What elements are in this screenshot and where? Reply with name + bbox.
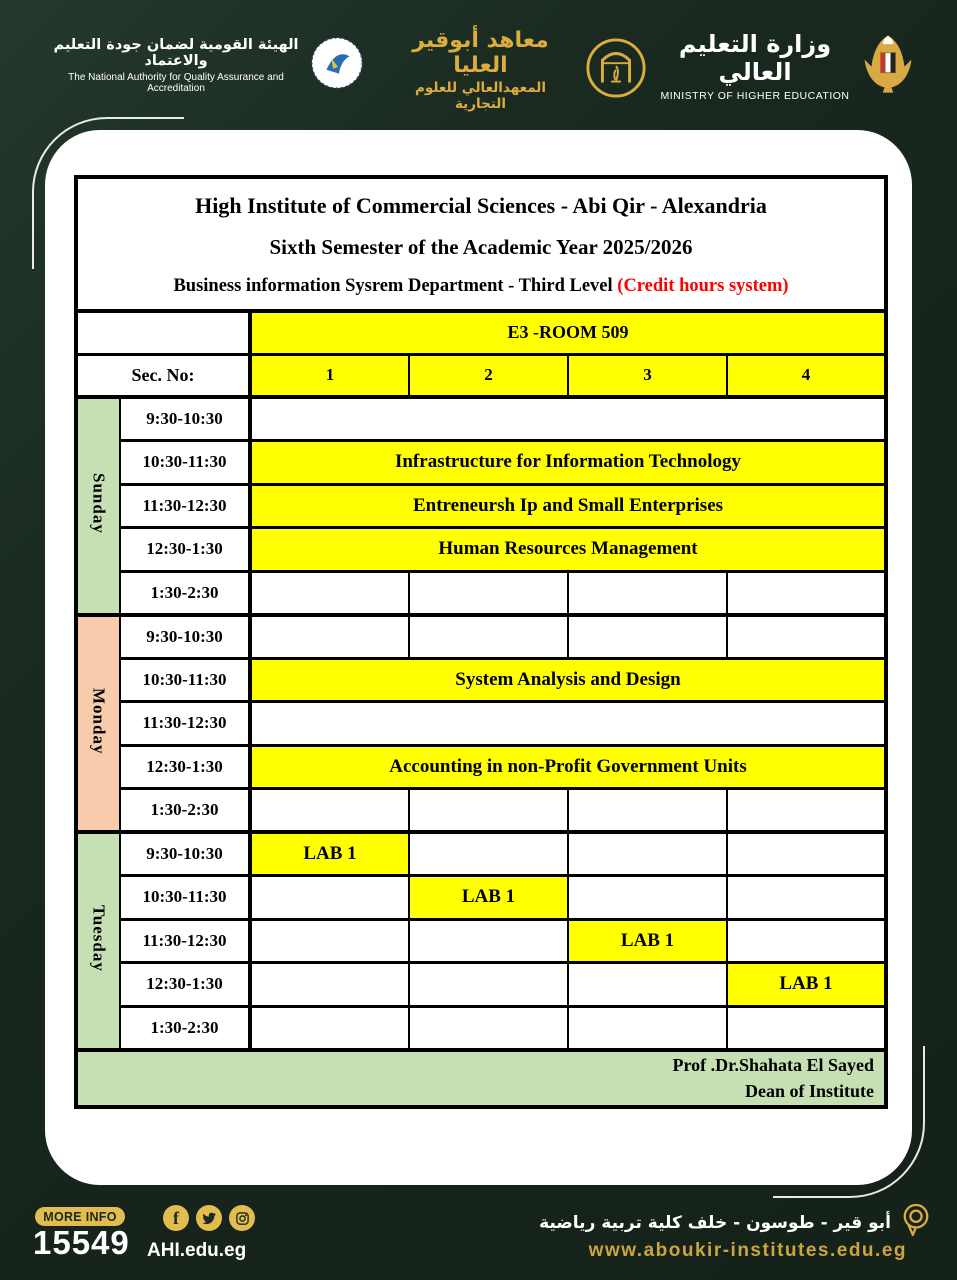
schedule-row-sunday-3 — [76, 528, 886, 572]
twitter-icon — [196, 1205, 222, 1231]
time-slot-label: 1:30-2:30 — [120, 571, 250, 615]
section-number-row — [76, 354, 886, 397]
empty-cell — [409, 963, 568, 1007]
ministry-arabic-title: وزارة التعليم العالي — [678, 30, 832, 86]
section-number-label: Sec. No: — [76, 354, 250, 397]
location-pin-icon — [901, 1202, 931, 1243]
schedule-row-sunday-0 — [76, 397, 886, 441]
empty-cell — [727, 615, 886, 659]
day-label-text: Monday — [89, 687, 109, 754]
empty-cell — [250, 397, 886, 441]
title-institute: High Institute of Commercial Sciences - Abi Qir - Alexandria — [195, 193, 767, 218]
schedule-table — [74, 175, 888, 1109]
empty-cell — [727, 789, 886, 833]
facebook-icon: f — [163, 1205, 189, 1231]
schedule-row-tuesday-3 — [76, 963, 886, 1007]
course-cell: LAB 1 — [727, 963, 886, 1007]
table-title-row — [76, 177, 886, 311]
time-slot-label: 9:30-10:30 — [120, 397, 250, 441]
room-label: E3 -ROOM 509 — [250, 311, 886, 354]
course-cell: LAB 1 — [250, 832, 409, 876]
more-info-badge: MORE INFO — [35, 1207, 125, 1226]
empty-cell — [250, 1006, 409, 1050]
schedule-row-monday-3 — [76, 745, 886, 789]
schedule-row-tuesday-0 — [76, 832, 886, 876]
course-cell: Entreneursh Ip and Small Enterprises — [250, 484, 886, 528]
schedule-row-sunday-2 — [76, 484, 886, 528]
room-row — [76, 311, 886, 354]
day-label-monday — [76, 615, 120, 833]
day-label-text: Tuesday — [89, 904, 109, 972]
instagram-icon — [229, 1205, 255, 1231]
social-icons — [163, 1205, 255, 1231]
time-slot-label: 10:30-11:30 — [120, 658, 250, 702]
ministry-text — [660, 30, 850, 102]
empty-cell — [568, 571, 727, 615]
empty-cell — [250, 789, 409, 833]
naqaae-logo — [52, 36, 364, 95]
course-cell: Accounting in non-Profit Government Units — [250, 745, 886, 789]
section-4-header: 4 — [727, 354, 886, 397]
time-slot-label: 12:30-1:30 — [120, 745, 250, 789]
empty-cell — [568, 876, 727, 920]
course-cell: System Analysis and Design — [250, 658, 886, 702]
empty-cell — [568, 615, 727, 659]
title-semester: Sixth Semester of the Academic Year 2025/2026 — [269, 235, 693, 259]
empty-cell — [568, 832, 727, 876]
time-slot-label: 11:30-12:30 — [120, 702, 250, 746]
day-label-tuesday — [76, 832, 120, 1050]
empty-cell — [568, 963, 727, 1007]
naqaae-english-title: The National Authority for Quality Assurance and Accreditation — [68, 72, 284, 94]
time-slot-label: 1:30-2:30 — [120, 1006, 250, 1050]
empty-cell — [727, 919, 886, 963]
table-title-cell — [76, 177, 886, 311]
institute-arabic-subname: المعهدالعالي للعلوم التجارية — [415, 80, 546, 112]
full-website-url: www.aboukir-institutes.edu.eg — [588, 1240, 907, 1261]
institute-emblem-icon — [585, 37, 647, 104]
empty-cell — [409, 1006, 568, 1050]
time-slot-label: 10:30-11:30 — [120, 876, 250, 920]
section-3-header: 3 — [568, 354, 727, 397]
time-slot-label: 12:30-1:30 — [120, 528, 250, 572]
egypt-eagle-icon — [862, 31, 914, 102]
course-cell: Infrastructure for Information Technology — [250, 441, 886, 485]
hotline-number: 15549 — [33, 1224, 130, 1261]
time-slot-label: 1:30-2:30 — [120, 789, 250, 833]
empty-cell — [409, 615, 568, 659]
day-label-sunday — [76, 397, 120, 615]
section-1-header: 1 — [250, 354, 409, 397]
empty-cell — [250, 963, 409, 1007]
address-row — [539, 1202, 931, 1243]
schedule-row-monday-0 — [76, 615, 886, 659]
schedule-row-tuesday-4 — [76, 1006, 886, 1050]
title-department-black: Business information Sysrem Department - Third Level — [173, 276, 618, 296]
time-slot-label: 10:30-11:30 — [120, 441, 250, 485]
room-row-blank-cell — [76, 311, 250, 354]
ministry-logo — [660, 30, 914, 102]
empty-cell — [727, 832, 886, 876]
time-slot-label: 11:30-12:30 — [120, 484, 250, 528]
ministry-english-title: MINISTRY OF HIGHER EDUCATION — [660, 90, 850, 102]
empty-cell — [727, 571, 886, 615]
empty-cell — [568, 1006, 727, 1050]
empty-cell — [409, 789, 568, 833]
naqaae-arabic-title: الهيئة القومية لضمان جودة التعليم والاعتماد — [53, 37, 299, 69]
course-cell: Human Resources Management — [250, 528, 886, 572]
empty-cell — [250, 615, 409, 659]
time-slot-label: 11:30-12:30 — [120, 919, 250, 963]
institute-logo — [388, 28, 647, 112]
schedule-row-sunday-4 — [76, 571, 886, 615]
empty-cell — [568, 789, 727, 833]
course-cell: LAB 1 — [568, 919, 727, 963]
institute-arabic-name: معاهد أبوقير العليا — [412, 28, 549, 78]
time-slot-label: 12:30-1:30 — [120, 963, 250, 1007]
time-slot-label: 9:30-10:30 — [120, 832, 250, 876]
schedule-row-sunday-1 — [76, 441, 886, 485]
empty-cell — [250, 876, 409, 920]
dean-name: Prof .Dr.Shahata El Sayed — [672, 1054, 874, 1075]
short-website: AHI.edu.eg — [147, 1240, 247, 1261]
institute-text — [388, 28, 573, 112]
schedule-row-tuesday-2 — [76, 919, 886, 963]
empty-cell — [250, 702, 886, 746]
dean-title: Dean of Institute — [745, 1081, 874, 1101]
empty-cell — [409, 832, 568, 876]
time-slot-label: 9:30-10:30 — [120, 615, 250, 659]
schedule-row-monday-4 — [76, 789, 886, 833]
schedule-row-monday-2 — [76, 702, 886, 746]
empty-cell — [409, 571, 568, 615]
schedule-card — [45, 130, 912, 1185]
empty-cell — [727, 876, 886, 920]
day-label-text: Sunday — [89, 472, 109, 534]
empty-cell — [250, 919, 409, 963]
title-department — [84, 276, 878, 297]
schedule-row-monday-1 — [76, 658, 886, 702]
address-arabic: أبو قير - طوسون - خلف كلية تربية رياضية — [539, 1212, 891, 1233]
empty-cell — [409, 919, 568, 963]
section-2-header: 2 — [409, 354, 568, 397]
empty-cell — [250, 571, 409, 615]
naqaae-seal-icon — [310, 36, 364, 95]
signature-row — [76, 1050, 886, 1107]
empty-cell — [727, 1006, 886, 1050]
schedule-row-tuesday-1 — [76, 876, 886, 920]
naqaae-text — [52, 37, 300, 94]
title-credit-system: (Credit hours system) — [617, 276, 789, 296]
signature-cell — [76, 1050, 886, 1107]
course-cell: LAB 1 — [409, 876, 568, 920]
